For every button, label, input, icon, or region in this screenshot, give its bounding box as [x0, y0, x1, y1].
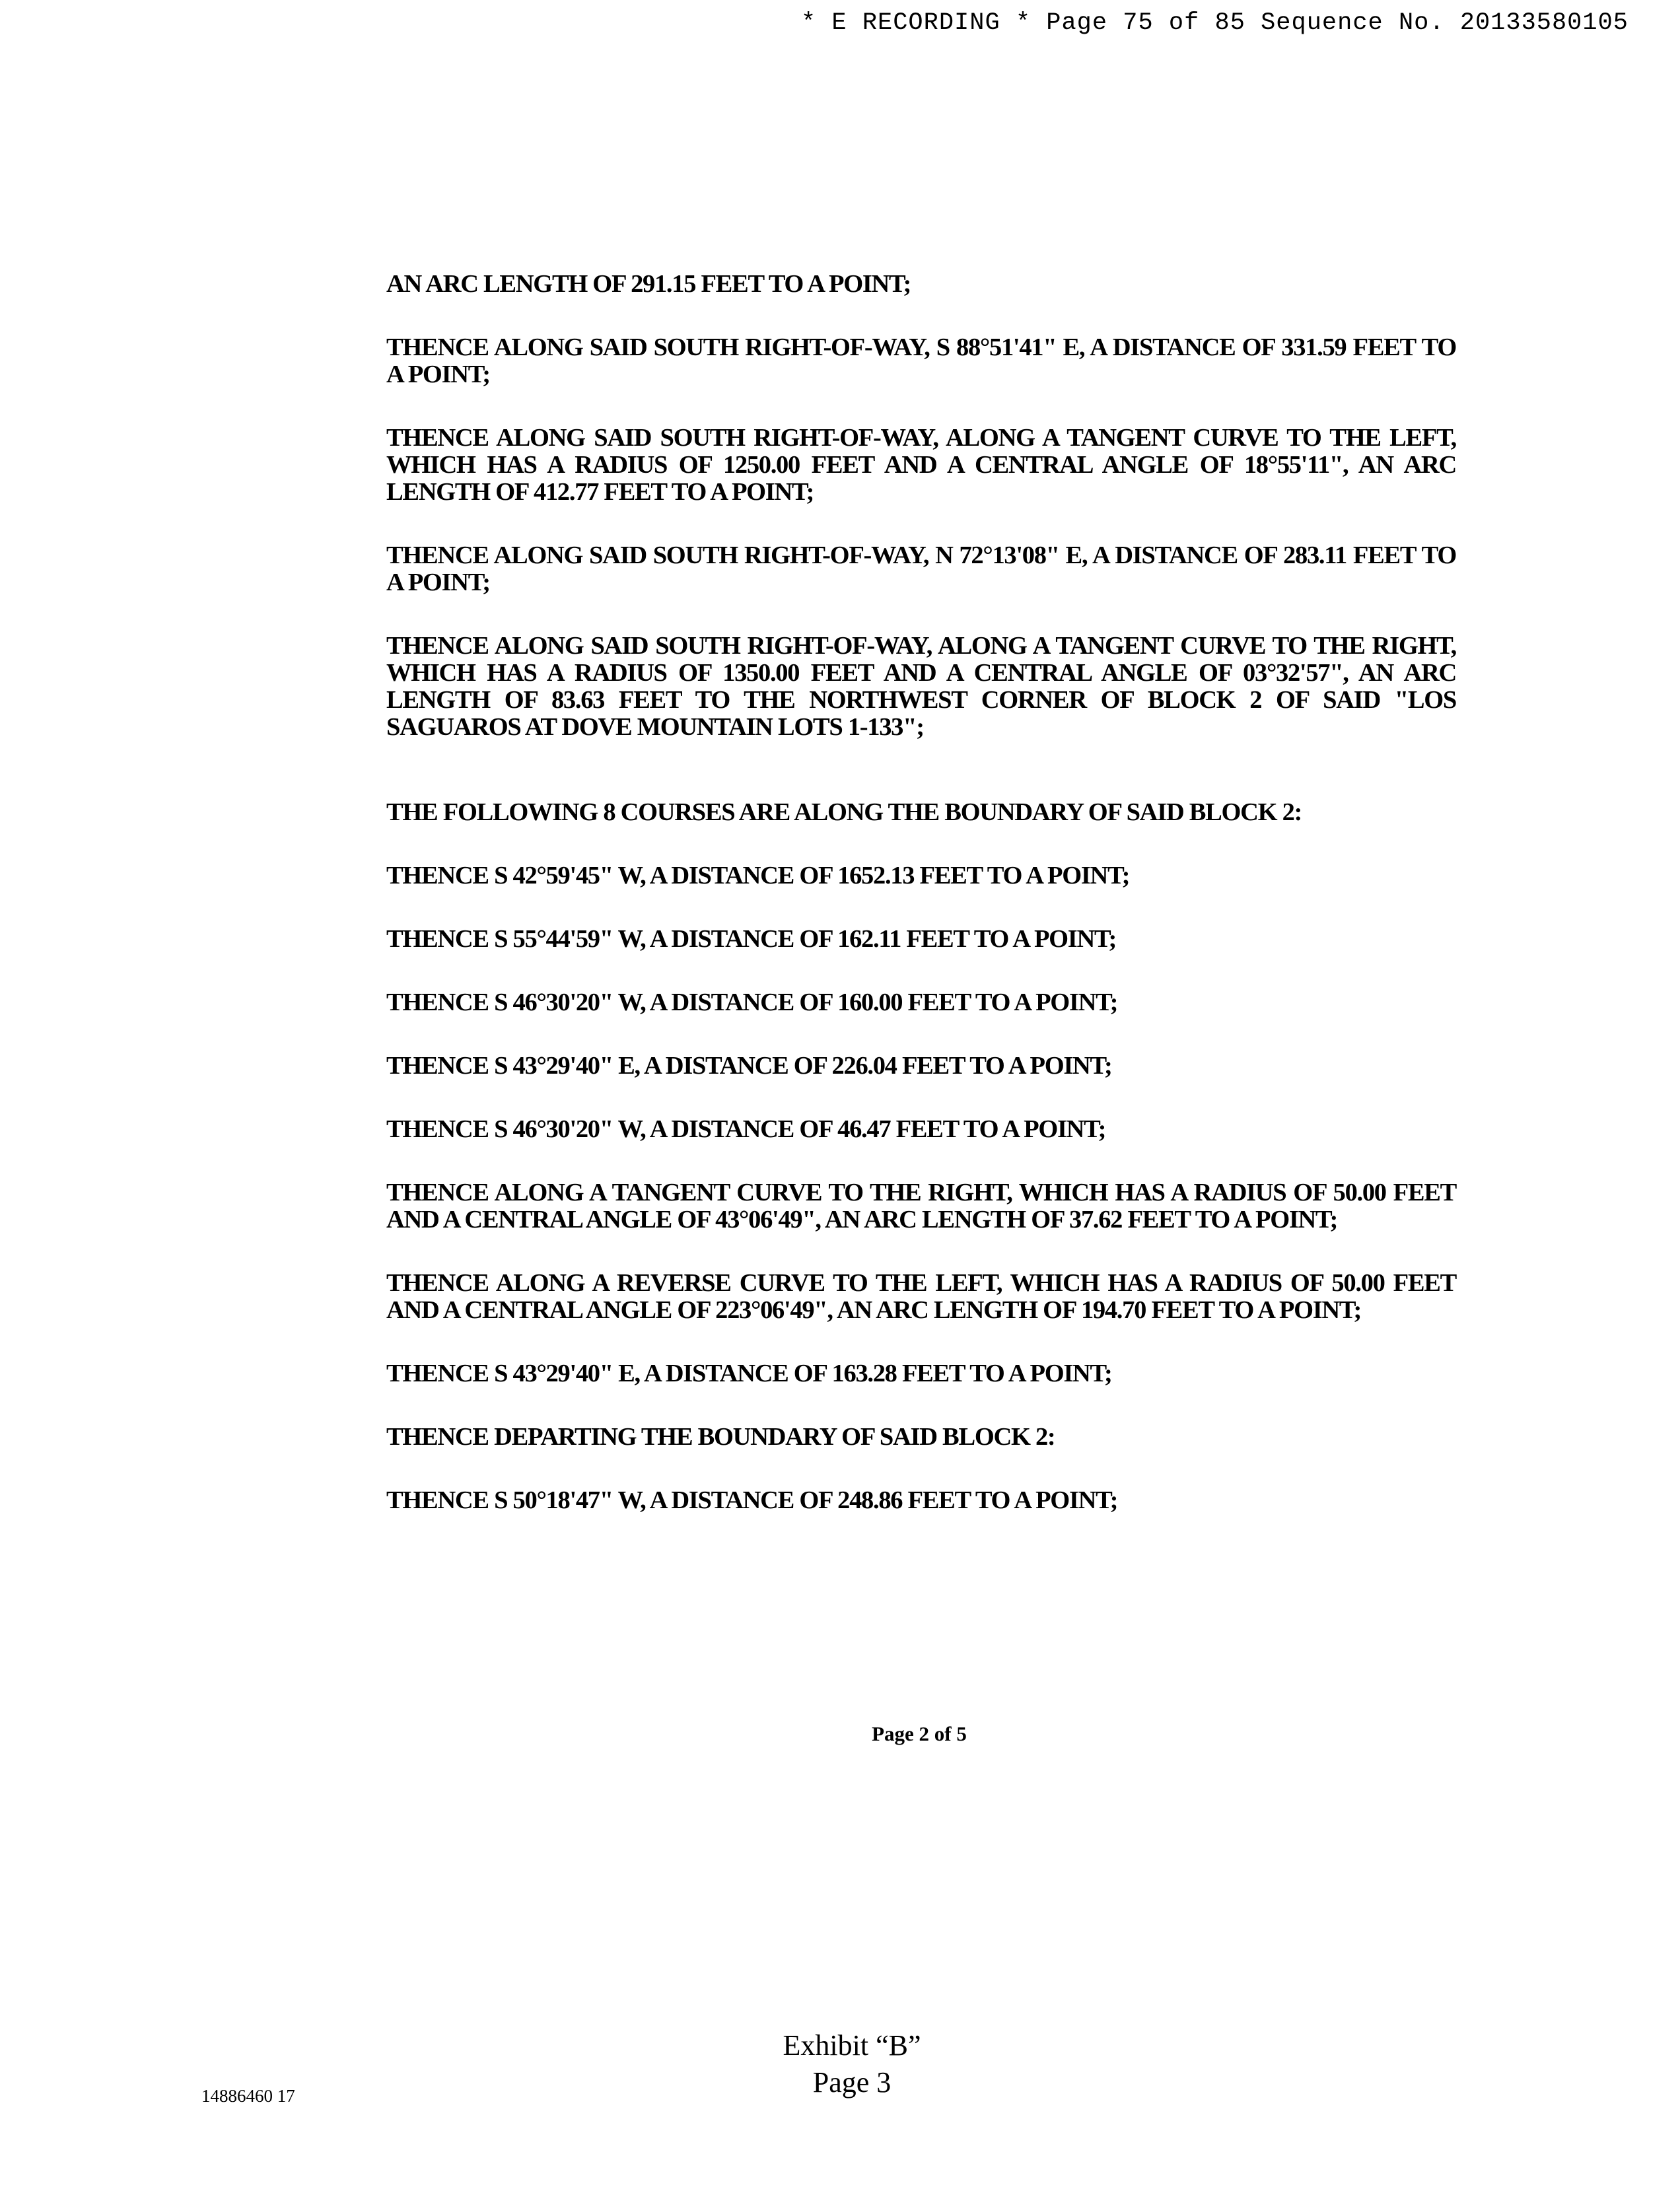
- paragraph-course: THENCE S 43°29'40" E, A DISTANCE OF 163.28 FEET TO A POINT;: [386, 1360, 1112, 1387]
- paragraph-section-heading: THE FOLLOWING 8 COURSES ARE ALONG THE BOUNDARY OF SAID BLOCK 2:: [386, 798, 1302, 826]
- paragraph-course: THENCE ALONG A REVERSE CURVE TO THE LEFT, WHICH HAS A RADIUS OF 50.00 FEET AND A CENTRAL ANGLE OF 223°06'49", AN ARC LENGTH OF 194.70 FEET TO A POINT;: [386, 1269, 1456, 1324]
- exhibit-label: [720, 2027, 984, 2101]
- paragraph-course: THENCE ALONG SAID SOUTH RIGHT-OF-WAY, N 72°13'08" E, A DISTANCE OF 283.11 FEET TO A POINT;: [386, 541, 1456, 596]
- legal-description-body: [386, 271, 1456, 1550]
- exhibit-page: Page 3: [812, 2066, 892, 2099]
- paragraph-course: THENCE ALONG A TANGENT CURVE TO THE RIGHT, WHICH HAS A RADIUS OF 50.00 FEET AND A CENTRAL ANGLE OF 43°06'49", AN ARC LENGTH OF 37.62 FEET TO A POINT;: [386, 1179, 1456, 1233]
- recording-header-stamp: * E RECORDING * Page 75 of 85 Sequence No. 20133580105: [801, 9, 1628, 37]
- paragraph-course: THENCE S 43°29'40" E, A DISTANCE OF 226.04 FEET TO A POINT;: [386, 1052, 1112, 1080]
- paragraph-course: THENCE S 50°18'47" W, A DISTANCE OF 248.86 FEET TO A POINT;: [386, 1486, 1118, 1514]
- page-number-label: Page 2 of 5: [872, 1722, 967, 1745]
- paragraph-course: THENCE S 42°59'45" W, A DISTANCE OF 1652.13 FEET TO A POINT;: [386, 862, 1130, 889]
- paragraph-course: THENCE ALONG SAID SOUTH RIGHT-OF-WAY, ALONG A TANGENT CURVE TO THE LEFT, WHICH HAS A RADIUS OF 1250.00 FEET AND A CENTRAL ANGLE OF 18°55'11", AN ARC LENGTH OF 412.77 FEET TO A POINT;: [386, 424, 1456, 506]
- paragraph-course: THENCE S 46°30'20" W, A DISTANCE OF 160.00 FEET TO A POINT;: [386, 989, 1118, 1016]
- paragraph-course: THENCE S 55°44'59" W, A DISTANCE OF 162.11 FEET TO A POINT;: [386, 925, 1117, 953]
- paragraph-course: THENCE ALONG SAID SOUTH RIGHT-OF-WAY, S 88°51'41" E, A DISTANCE OF 331.59 FEET TO A POINT;: [386, 333, 1456, 388]
- document-id: 14886460 17: [201, 2086, 295, 2106]
- paragraph-section-heading: THENCE DEPARTING THE BOUNDARY OF SAID BLOCK 2:: [386, 1423, 1055, 1451]
- paragraph-course: THENCE S 46°30'20" W, A DISTANCE OF 46.47 FEET TO A POINT;: [386, 1115, 1106, 1143]
- exhibit-title: Exhibit “B”: [783, 2029, 921, 2062]
- paragraph-arc-length: AN ARC LENGTH OF 291.15 FEET TO A POINT;: [386, 270, 911, 298]
- paragraph-course: THENCE ALONG SAID SOUTH RIGHT-OF-WAY, ALONG A TANGENT CURVE TO THE RIGHT, WHICH HAS A RADIUS OF 1350.00 FEET AND A CENTRAL ANGLE OF 03°32'57", AN ARC LENGTH OF 83.63 FEET TO THE NORTHWEST CORNER OF BLOCK 2 OF SAID "LOS SAGUAROS AT DOVE MOUNTAIN LOTS 1-133";: [386, 632, 1456, 741]
